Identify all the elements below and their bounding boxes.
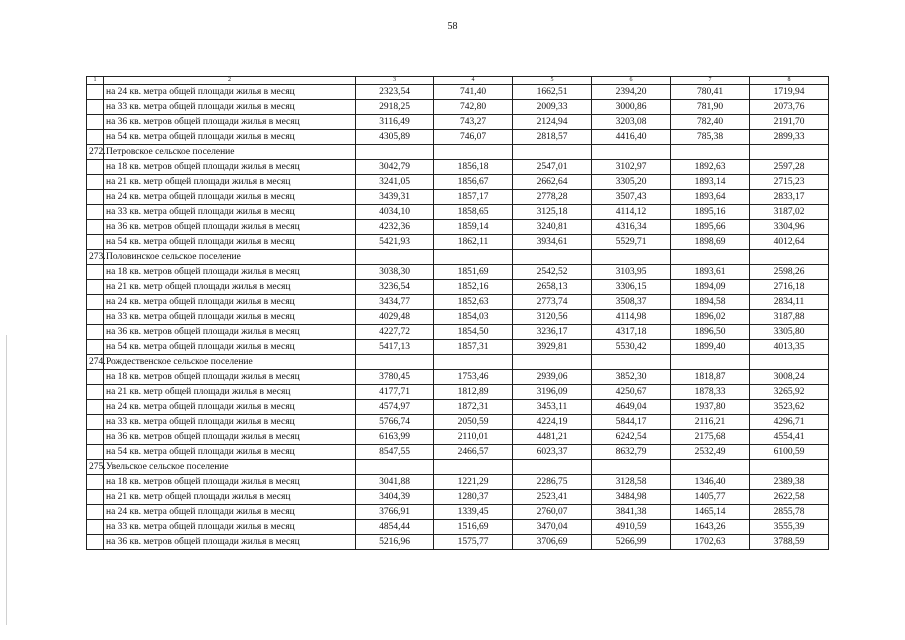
row-description: на 33 кв. метра общей площади жилья в месяц <box>104 100 356 115</box>
value-cell: 2918,25 <box>356 100 434 115</box>
value-cell: 2658,13 <box>513 280 592 295</box>
value-cell: 3852,30 <box>592 370 671 385</box>
value-cell: 3766,91 <box>356 505 434 520</box>
value-cell: 6163,99 <box>356 430 434 445</box>
value-cell: 4416,40 <box>592 130 671 145</box>
value-cell: 1937,80 <box>671 400 750 415</box>
value-cell: 5844,17 <box>592 415 671 430</box>
value-cell: 8547,55 <box>356 445 434 460</box>
row-description: на 21 кв. метр общей площади жилья в месяц <box>104 385 356 400</box>
value-cell: 2547,01 <box>513 160 592 175</box>
value-cell: 3203,08 <box>592 115 671 130</box>
value-cell: 4910,59 <box>592 520 671 535</box>
empty-cell <box>513 460 592 475</box>
row-number-cell <box>87 505 104 520</box>
value-cell: 1859,14 <box>434 220 513 235</box>
row-description: на 21 кв. метр общей площади жилья в месяц <box>104 175 356 190</box>
value-cell: 5417,13 <box>356 340 434 355</box>
value-cell: 2050,59 <box>434 415 513 430</box>
table-row <box>87 430 829 445</box>
value-cell: 785,38 <box>671 130 750 145</box>
value-cell: 3434,77 <box>356 295 434 310</box>
value-cell: 2899,33 <box>750 130 829 145</box>
table-row <box>87 175 829 190</box>
value-cell: 3929,81 <box>513 340 592 355</box>
row-description: на 18 кв. метров общей площади жилья в месяц <box>104 160 356 175</box>
empty-cell <box>356 145 434 160</box>
value-cell: 782,40 <box>671 115 750 130</box>
value-cell: 5529,71 <box>592 235 671 250</box>
empty-cell <box>434 145 513 160</box>
value-cell: 1895,16 <box>671 205 750 220</box>
value-cell: 3125,18 <box>513 205 592 220</box>
value-cell: 4854,44 <box>356 520 434 535</box>
row-description: на 54 кв. метра общей площади жилья в месяц <box>104 235 356 250</box>
value-cell: 1892,63 <box>671 160 750 175</box>
value-cell: 3305,20 <box>592 175 671 190</box>
row-number-cell <box>87 415 104 430</box>
column-number-row <box>87 77 829 85</box>
value-cell: 1812,89 <box>434 385 513 400</box>
empty-cell <box>671 355 750 370</box>
value-cell: 3306,15 <box>592 280 671 295</box>
value-cell: 3507,43 <box>592 190 671 205</box>
row-description: на 36 кв. метров общей площади жилья в месяц <box>104 430 356 445</box>
row-number-cell <box>87 190 104 205</box>
value-cell: 3187,88 <box>750 310 829 325</box>
value-cell: 1856,67 <box>434 175 513 190</box>
value-cell: 2466,57 <box>434 445 513 460</box>
value-cell: 1852,63 <box>434 295 513 310</box>
value-cell: 3102,97 <box>592 160 671 175</box>
value-cell: 2715,23 <box>750 175 829 190</box>
value-cell: 5766,74 <box>356 415 434 430</box>
value-cell: 3404,39 <box>356 490 434 505</box>
table-row <box>87 385 829 400</box>
value-cell: 4114,98 <box>592 310 671 325</box>
section-title: Половинское сельское поселение <box>104 250 356 265</box>
row-description: на 33 кв. метра общей площади жилья в месяц <box>104 205 356 220</box>
empty-cell <box>356 250 434 265</box>
column-number: 3 <box>356 77 434 85</box>
value-cell: 1894,58 <box>671 295 750 310</box>
value-cell: 4481,21 <box>513 430 592 445</box>
value-cell: 1643,26 <box>671 520 750 535</box>
section-title: Петровское сельское поселение <box>104 145 356 160</box>
value-cell: 1854,50 <box>434 325 513 340</box>
value-cell: 3484,98 <box>592 490 671 505</box>
empty-cell <box>671 145 750 160</box>
value-cell: 780,41 <box>671 85 750 100</box>
value-cell: 1895,66 <box>671 220 750 235</box>
value-cell: 3103,95 <box>592 265 671 280</box>
value-cell: 3196,09 <box>513 385 592 400</box>
value-cell: 4114,12 <box>592 205 671 220</box>
value-cell: 2716,18 <box>750 280 829 295</box>
value-cell: 3555,39 <box>750 520 829 535</box>
row-number-cell <box>87 235 104 250</box>
value-cell: 2286,75 <box>513 475 592 490</box>
page-number: 58 <box>447 21 458 32</box>
value-cell: 2323,54 <box>356 85 434 100</box>
column-number: 4 <box>434 77 513 85</box>
row-number-cell <box>87 295 104 310</box>
table-row <box>87 535 829 550</box>
row-number-cell <box>87 445 104 460</box>
value-cell: 3236,54 <box>356 280 434 295</box>
value-cell: 3508,37 <box>592 295 671 310</box>
table-row <box>87 115 829 130</box>
row-number-cell <box>87 475 104 490</box>
row-description: на 33 кв. метра общей площади жилья в месяц <box>104 310 356 325</box>
value-cell: 4224,19 <box>513 415 592 430</box>
value-cell: 4250,67 <box>592 385 671 400</box>
value-cell: 2532,49 <box>671 445 750 460</box>
value-cell: 4316,34 <box>592 220 671 235</box>
table-row <box>87 130 829 145</box>
table-row <box>87 160 829 175</box>
empty-cell <box>750 460 829 475</box>
empty-cell <box>513 250 592 265</box>
empty-cell <box>592 355 671 370</box>
value-cell: 2760,07 <box>513 505 592 520</box>
value-cell: 1851,69 <box>434 265 513 280</box>
empty-cell <box>592 145 671 160</box>
value-cell: 5421,93 <box>356 235 434 250</box>
value-cell: 3038,30 <box>356 265 434 280</box>
section-row <box>87 355 829 370</box>
value-cell: 2834,11 <box>750 295 829 310</box>
table-row <box>87 475 829 490</box>
value-cell: 742,80 <box>434 100 513 115</box>
value-cell: 4305,89 <box>356 130 434 145</box>
value-cell: 3453,11 <box>513 400 592 415</box>
section-row <box>87 250 829 265</box>
value-cell: 1575,77 <box>434 535 513 550</box>
value-cell: 4574,97 <box>356 400 434 415</box>
table-row <box>87 295 829 310</box>
value-cell: 3470,04 <box>513 520 592 535</box>
empty-cell <box>750 145 829 160</box>
value-cell: 2073,76 <box>750 100 829 115</box>
value-cell: 1858,65 <box>434 205 513 220</box>
table-row <box>87 85 829 100</box>
section-row <box>87 145 829 160</box>
value-cell: 8632,79 <box>592 445 671 460</box>
value-cell: 4177,71 <box>356 385 434 400</box>
row-number-cell <box>87 325 104 340</box>
value-cell: 2597,28 <box>750 160 829 175</box>
value-cell: 3236,17 <box>513 325 592 340</box>
column-number: 5 <box>513 77 592 85</box>
value-cell: 1894,09 <box>671 280 750 295</box>
table-row <box>87 415 829 430</box>
section-number: 273. <box>87 250 104 265</box>
empty-cell <box>592 250 671 265</box>
value-cell: 3241,05 <box>356 175 434 190</box>
value-cell: 2009,33 <box>513 100 592 115</box>
empty-cell <box>434 355 513 370</box>
value-cell: 1516,69 <box>434 520 513 535</box>
row-description: на 18 кв. метров общей площади жилья в месяц <box>104 370 356 385</box>
value-cell: 2778,28 <box>513 190 592 205</box>
value-cell: 1856,18 <box>434 160 513 175</box>
value-cell: 1893,64 <box>671 190 750 205</box>
value-cell: 1818,87 <box>671 370 750 385</box>
row-description: на 36 кв. метров общей площади жилья в месяц <box>104 325 356 340</box>
row-description: на 24 кв. метра общей площади жилья в месяц <box>104 505 356 520</box>
value-cell: 1339,45 <box>434 505 513 520</box>
row-number-cell <box>87 115 104 130</box>
row-number-cell <box>87 130 104 145</box>
value-cell: 3706,69 <box>513 535 592 550</box>
value-cell: 2622,58 <box>750 490 829 505</box>
value-cell: 3240,81 <box>513 220 592 235</box>
value-cell: 3439,31 <box>356 190 434 205</box>
table-row <box>87 340 829 355</box>
row-number-cell <box>87 205 104 220</box>
value-cell: 4296,71 <box>750 415 829 430</box>
value-cell: 5216,96 <box>356 535 434 550</box>
value-cell: 781,90 <box>671 100 750 115</box>
row-description: на 36 кв. метров общей площади жилья в месяц <box>104 115 356 130</box>
value-cell: 2389,38 <box>750 475 829 490</box>
value-cell: 2939,06 <box>513 370 592 385</box>
row-description: на 54 кв. метра общей площади жилья в месяц <box>104 340 356 355</box>
table-row <box>87 220 829 235</box>
row-description: на 36 кв. метров общей площади жилья в месяц <box>104 220 356 235</box>
value-cell: 1662,51 <box>513 85 592 100</box>
value-cell: 2542,52 <box>513 265 592 280</box>
value-cell: 3305,80 <box>750 325 829 340</box>
row-description: на 21 кв. метр общей площади жилья в месяц <box>104 280 356 295</box>
value-cell: 2175,68 <box>671 430 750 445</box>
value-cell: 5530,42 <box>592 340 671 355</box>
value-cell: 2855,78 <box>750 505 829 520</box>
section-row <box>87 460 829 475</box>
value-cell: 3788,59 <box>750 535 829 550</box>
value-cell: 1280,37 <box>434 490 513 505</box>
value-cell: 3042,79 <box>356 160 434 175</box>
row-description: на 36 кв. метров общей площади жилья в месяц <box>104 535 356 550</box>
empty-cell <box>592 460 671 475</box>
empty-cell <box>356 355 434 370</box>
row-number-cell <box>87 100 104 115</box>
value-cell: 1899,40 <box>671 340 750 355</box>
row-description: на 24 кв. метра общей площади жилья в месяц <box>104 85 356 100</box>
value-cell: 4034,10 <box>356 205 434 220</box>
value-cell: 3116,49 <box>356 115 434 130</box>
row-number-cell <box>87 160 104 175</box>
column-number: 1 <box>87 77 104 85</box>
table-row <box>87 205 829 220</box>
table-row <box>87 505 829 520</box>
value-cell: 3523,62 <box>750 400 829 415</box>
value-cell: 4013,35 <box>750 340 829 355</box>
value-cell: 1898,69 <box>671 235 750 250</box>
row-description: на 24 кв. метра общей площади жилья в месяц <box>104 295 356 310</box>
table-row <box>87 400 829 415</box>
tariff-table <box>86 76 829 550</box>
value-cell: 4554,41 <box>750 430 829 445</box>
row-number-cell <box>87 490 104 505</box>
row-number-cell <box>87 265 104 280</box>
value-cell: 2662,64 <box>513 175 592 190</box>
row-number-cell <box>87 85 104 100</box>
value-cell: 2523,41 <box>513 490 592 505</box>
row-number-cell <box>87 520 104 535</box>
row-number-cell <box>87 310 104 325</box>
value-cell: 1346,40 <box>671 475 750 490</box>
value-cell: 3841,38 <box>592 505 671 520</box>
row-description: на 24 кв. метра общей площади жилья в месяц <box>104 400 356 415</box>
empty-cell <box>356 460 434 475</box>
value-cell: 3041,88 <box>356 475 434 490</box>
value-cell: 743,27 <box>434 115 513 130</box>
empty-cell <box>513 355 592 370</box>
value-cell: 1857,31 <box>434 340 513 355</box>
row-description: на 54 кв. метра общей площади жилья в месяц <box>104 130 356 145</box>
value-cell: 4317,18 <box>592 325 671 340</box>
value-cell: 2598,26 <box>750 265 829 280</box>
table-row <box>87 370 829 385</box>
row-number-cell <box>87 400 104 415</box>
table-row <box>87 235 829 250</box>
value-cell: 6100,59 <box>750 445 829 460</box>
table-row <box>87 520 829 535</box>
value-cell: 746,07 <box>434 130 513 145</box>
row-number-cell <box>87 340 104 355</box>
empty-cell <box>434 460 513 475</box>
value-cell: 2394,20 <box>592 85 671 100</box>
table-row <box>87 190 829 205</box>
empty-cell <box>671 250 750 265</box>
value-cell: 1893,61 <box>671 265 750 280</box>
row-number-cell <box>87 280 104 295</box>
table-row <box>87 445 829 460</box>
row-number-cell <box>87 220 104 235</box>
value-cell: 4649,04 <box>592 400 671 415</box>
value-cell: 2773,74 <box>513 295 592 310</box>
value-cell: 2818,57 <box>513 130 592 145</box>
scan-edge-line <box>6 335 7 625</box>
table-row <box>87 310 829 325</box>
value-cell: 1857,17 <box>434 190 513 205</box>
column-number: 6 <box>592 77 671 85</box>
row-number-cell <box>87 535 104 550</box>
value-cell: 3187,02 <box>750 205 829 220</box>
empty-cell <box>434 250 513 265</box>
value-cell: 2110,01 <box>434 430 513 445</box>
value-cell: 3780,45 <box>356 370 434 385</box>
table-row <box>87 325 829 340</box>
column-number: 7 <box>671 77 750 85</box>
value-cell: 3120,56 <box>513 310 592 325</box>
column-number: 2 <box>104 77 356 85</box>
row-description: на 18 кв. метров общей площади жилья в месяц <box>104 475 356 490</box>
value-cell: 1221,29 <box>434 475 513 490</box>
section-title: Рождественское сельское поселение <box>104 355 356 370</box>
value-cell: 5266,99 <box>592 535 671 550</box>
value-cell: 1753,46 <box>434 370 513 385</box>
value-cell: 1854,03 <box>434 310 513 325</box>
row-number-cell <box>87 175 104 190</box>
value-cell: 4029,48 <box>356 310 434 325</box>
value-cell: 3934,61 <box>513 235 592 250</box>
row-number-cell <box>87 370 104 385</box>
value-cell: 2833,17 <box>750 190 829 205</box>
row-number-cell <box>87 430 104 445</box>
section-number: 274. <box>87 355 104 370</box>
value-cell: 2124,94 <box>513 115 592 130</box>
table-row <box>87 265 829 280</box>
value-cell: 1893,14 <box>671 175 750 190</box>
value-cell: 2191,70 <box>750 115 829 130</box>
value-cell: 3265,92 <box>750 385 829 400</box>
row-description: на 24 кв. метра общей площади жилья в месяц <box>104 190 356 205</box>
value-cell: 3304,96 <box>750 220 829 235</box>
table-row <box>87 280 829 295</box>
value-cell: 1878,33 <box>671 385 750 400</box>
column-number: 8 <box>750 77 829 85</box>
value-cell: 2116,21 <box>671 415 750 430</box>
value-cell: 1465,14 <box>671 505 750 520</box>
value-cell: 6023,37 <box>513 445 592 460</box>
value-cell: 1896,02 <box>671 310 750 325</box>
value-cell: 1862,11 <box>434 235 513 250</box>
row-description: на 18 кв. метров общей площади жилья в месяц <box>104 265 356 280</box>
row-number-cell <box>87 385 104 400</box>
value-cell: 1702,63 <box>671 535 750 550</box>
table-row <box>87 490 829 505</box>
row-description: на 33 кв. метра общей площади жилья в месяц <box>104 415 356 430</box>
value-cell: 4232,36 <box>356 220 434 235</box>
empty-cell <box>750 250 829 265</box>
row-description: на 21 кв. метр общей площади жилья в месяц <box>104 490 356 505</box>
empty-cell <box>671 460 750 475</box>
section-number: 272. <box>87 145 104 160</box>
value-cell: 3008,24 <box>750 370 829 385</box>
row-description: на 33 кв. метра общей площади жилья в месяц <box>104 520 356 535</box>
value-cell: 1872,31 <box>434 400 513 415</box>
value-cell: 1719,94 <box>750 85 829 100</box>
value-cell: 3128,58 <box>592 475 671 490</box>
section-title: Увельское сельское поселение <box>104 460 356 475</box>
value-cell: 4227,72 <box>356 325 434 340</box>
value-cell: 4012,64 <box>750 235 829 250</box>
value-cell: 1405,77 <box>671 490 750 505</box>
section-number: 275. <box>87 460 104 475</box>
row-description: на 54 кв. метра общей площади жилья в месяц <box>104 445 356 460</box>
table-row <box>87 100 829 115</box>
value-cell: 3000,86 <box>592 100 671 115</box>
value-cell: 1852,16 <box>434 280 513 295</box>
value-cell: 6242,54 <box>592 430 671 445</box>
empty-cell <box>513 145 592 160</box>
value-cell: 1896,50 <box>671 325 750 340</box>
empty-cell <box>750 355 829 370</box>
value-cell: 741,40 <box>434 85 513 100</box>
